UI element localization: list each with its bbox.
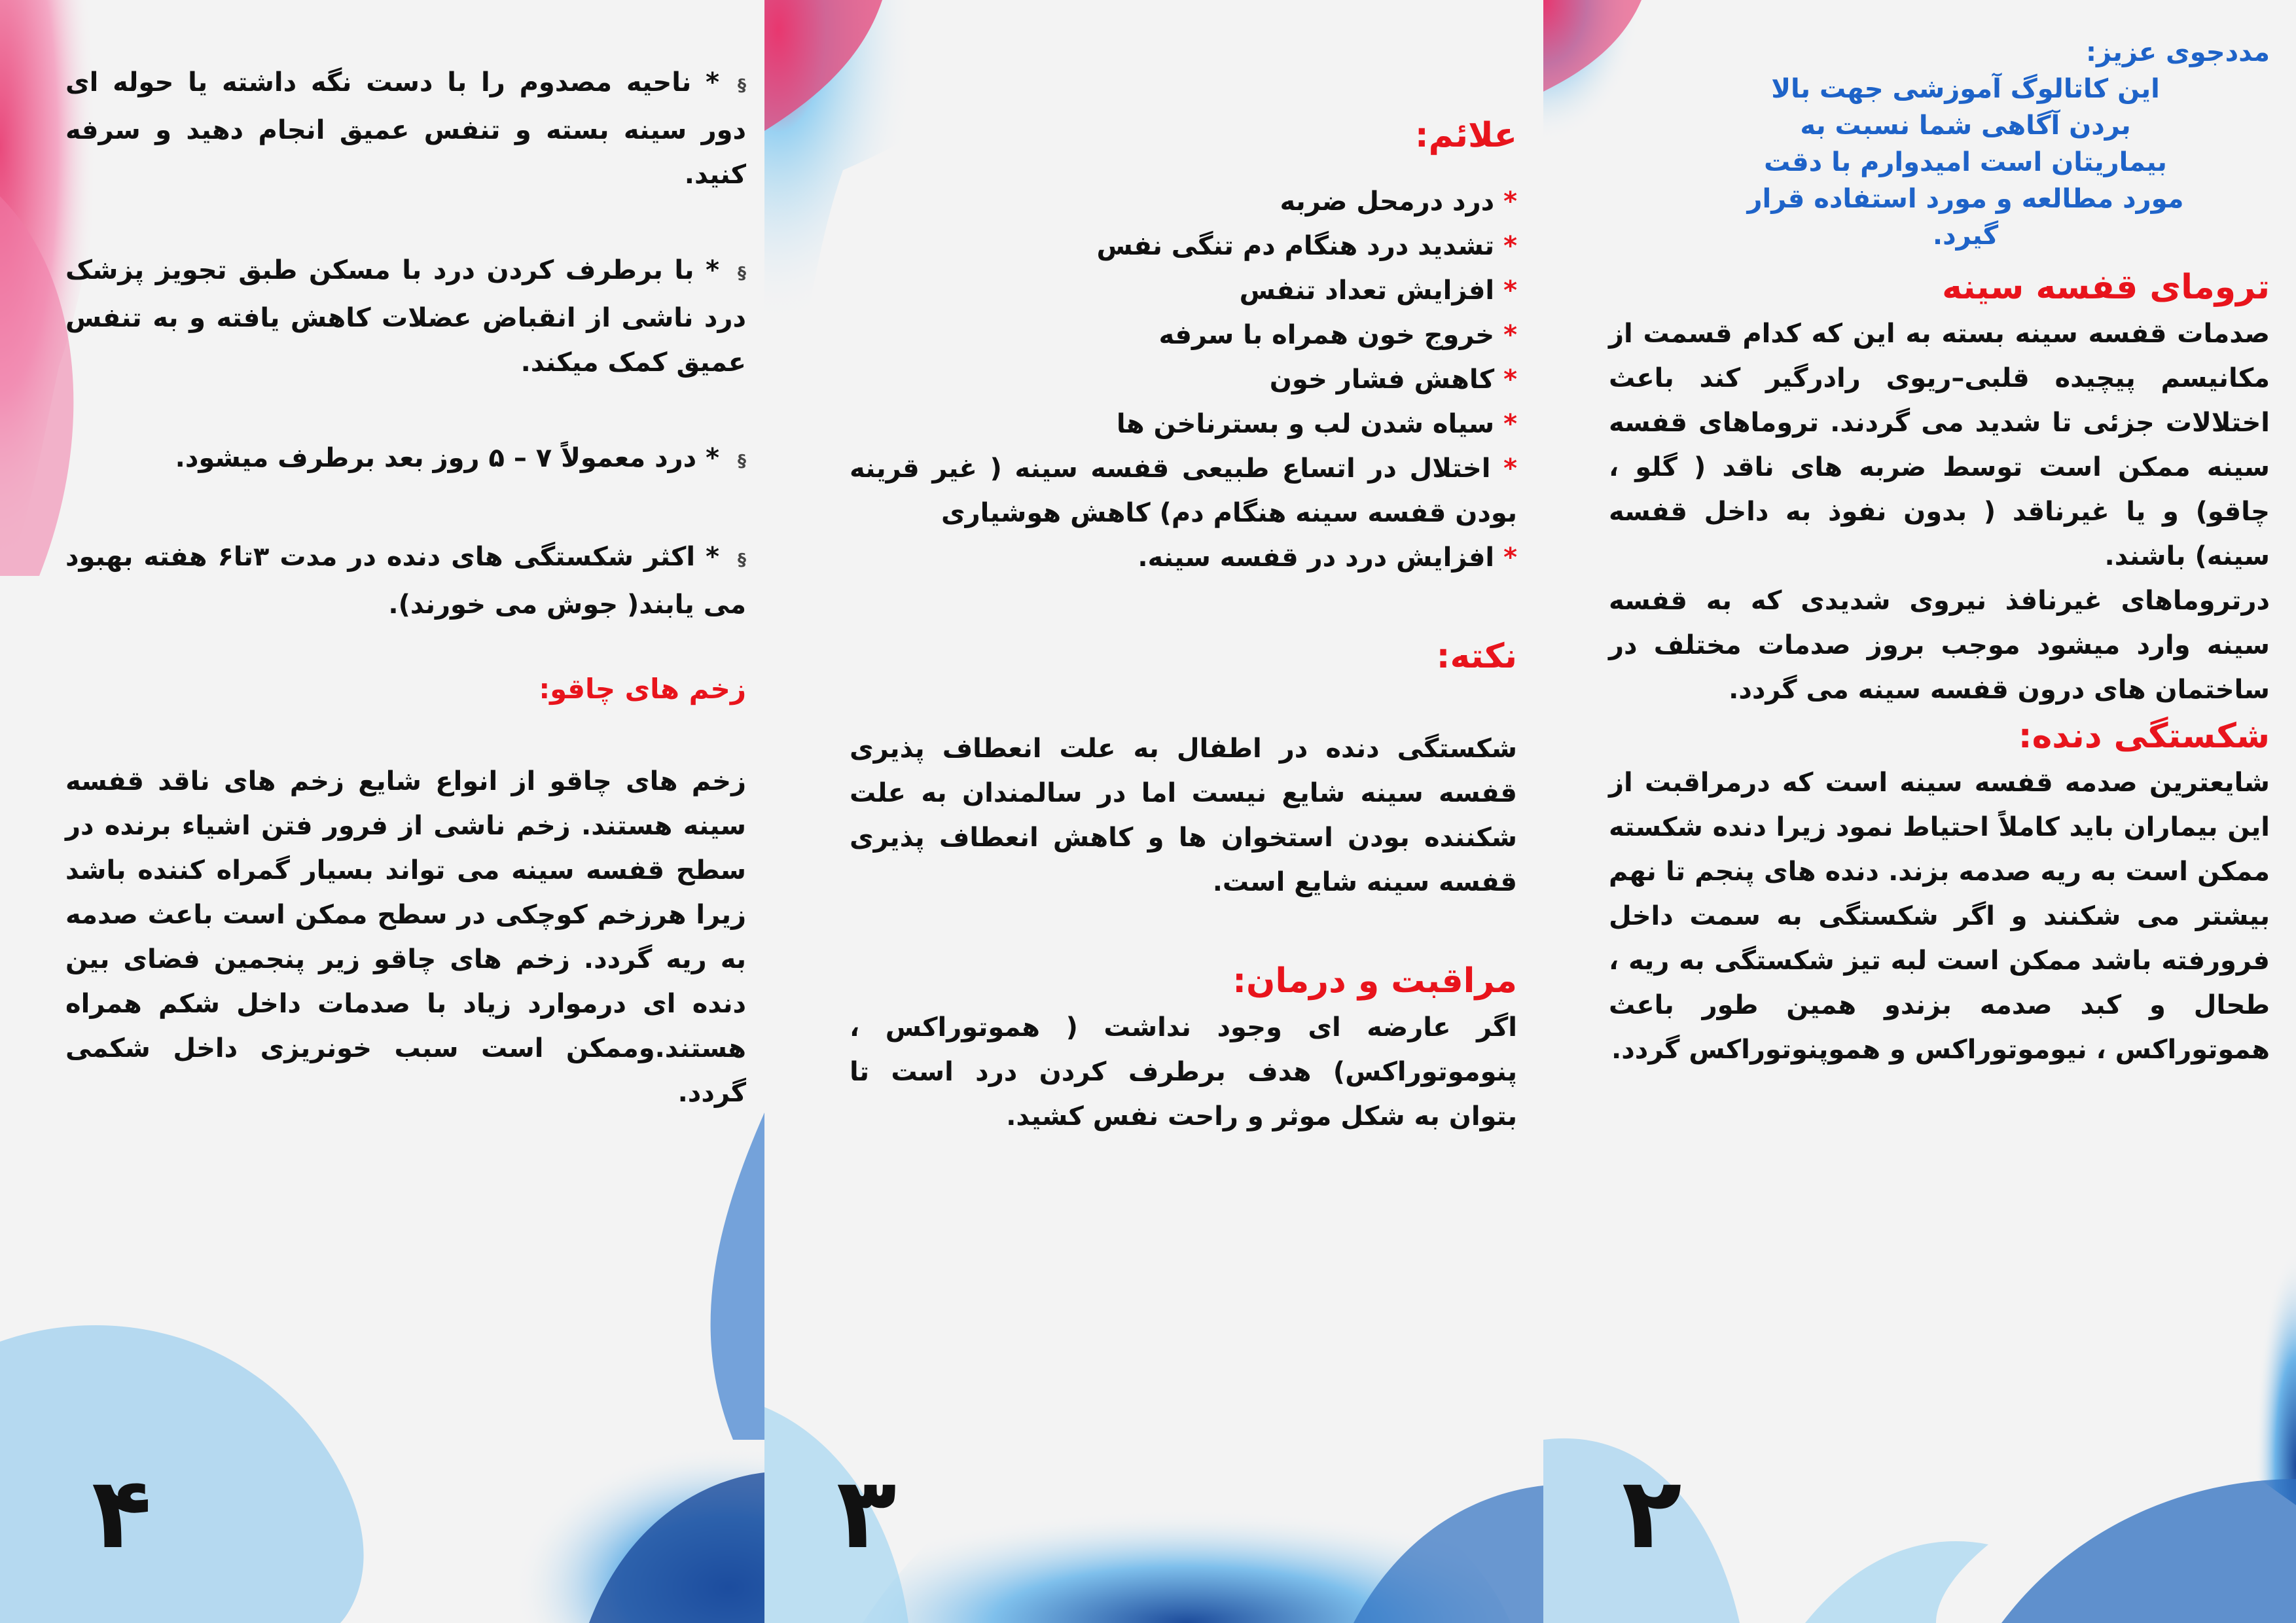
panel-page-2	[1543, 0, 2296, 1623]
panel2-content	[1609, 34, 2270, 1072]
list-item: * سیاه شدن لب و بسترناخن ها	[1116, 409, 1517, 439]
panel-page-3	[764, 0, 1543, 1623]
asterisk-icon: *	[1503, 231, 1517, 261]
note-heading: نکته:	[1436, 637, 1517, 676]
page-number: ۲	[1622, 1457, 1682, 1571]
trauma-text: صدمات قفسه سینه بسته به این که کدام قسمت از مکانیسم پیچیده قلبی–ریوی رادرگیر کند باعث اختلالات جزئی تا شدید می گردند. تروماهای قفسه سینه ممکن است توسط ضربه های ناقد ( گلو ، چاقو) و یا غیرناقد ( بدون نفوذ به داخل قفسه سینه) باشند.	[1609, 319, 2270, 571]
list-item: * تشدید درد هنگام دم تنگی نفس	[1096, 231, 1517, 261]
care-heading: مراقبت و درمان:	[1232, 961, 1517, 1001]
bullet-marker: §	[738, 264, 746, 283]
panel4-bullets	[65, 60, 746, 1115]
list-item: * افزایش درد در قفسه سینه.	[1138, 543, 1517, 573]
bullet-marker: §	[738, 550, 746, 570]
intro-box	[1609, 34, 2270, 254]
asterisk-icon: *	[1503, 409, 1517, 439]
bullet-marker: §	[738, 452, 746, 471]
list-item: * درد درمحل ضربه	[1280, 187, 1517, 217]
list-item: * اختلال در اتساع طبیعی قفسه سینه ( غیر قرینه بودن قفسه سینه هنگام دم) کاهش هوشیاری	[850, 454, 1517, 528]
list-item: * کاهش فشار خون	[1269, 365, 1517, 395]
asterisk-icon: *	[1503, 320, 1517, 350]
page-number: ۴	[92, 1457, 152, 1571]
bullet-item: §* اکثر شکستگی های دنده در مدت ۳تا۶ هفته بهبود می یابند( جوش می خورند).	[65, 542, 746, 620]
trauma-heading: ترومای قفسه سینه	[1942, 268, 2270, 307]
asterisk-icon: *	[1503, 543, 1517, 573]
intro-greeting: مددجوی عزیز:	[2086, 37, 2270, 67]
signs-heading: علائم:	[1414, 116, 1517, 155]
note-text: شکستگی دنده در اطفال به علت انعطاف پذیری قفسه سینه شایع نیست اما در سالمندان به علت شکننده بودن استخوان ها و کاهش انعطاف پذیری قفسه سینه شایع است.	[850, 734, 1517, 897]
asterisk-icon: *	[1503, 365, 1517, 395]
page-number: ۳	[836, 1457, 897, 1571]
bullet-marker: §	[738, 76, 746, 96]
knife-wounds-text: زخم های چاقو از انواع شایع زخم های ناقد قفسه سینه هستند. زخم ناشی از فرور فتن اشیاء برنده در سطح قفسه سینه می تواند بسیار گمراه کننده باشد زیرا هرزخم کوچکی در سطح ممکن است باعث صدمه به ریه گردد. زخم های چاقو زیر پنجمین فضای بین دنده ای درموارد زیاد با صدمات داخل شکم همراه هستند.وممکن است سبب خونریزی داخل شکمی گردد.	[65, 766, 746, 1108]
care-text: اگر عارضه ای وجود نداشت ( هموتوراکس ، پنوموتوراکس) هدف برطرف کردن درد است تا بتوان به شکل موثر و راحت نفس کشید.	[850, 1012, 1517, 1132]
asterisk-icon: *	[1503, 187, 1517, 217]
signs-list	[850, 179, 1517, 580]
panel-page-4	[0, 0, 764, 1623]
list-item: * خروج خون همراه با سرفه	[1158, 320, 1517, 350]
intro-text: این کاتالوگ آموزشی جهت بالا بردن آگاهی شما نسبت به بیماریتان است امیدوارم با دقت مورد مطالعه و مورد استفاده قرار گیرد.	[1747, 74, 2184, 251]
bullet-item: §* ناحیه مصدوم را با دست نگه داشته یا حوله ای دور سینه بسته و تنفس عمیق انجام دهید و سرفه کنید.	[65, 67, 746, 190]
list-item: * افزایش تعداد تنفس	[1239, 276, 1517, 306]
bullet-item: §* درد معمولاً ۷ – ۵ روز بعد برطرف میشود.	[175, 443, 746, 473]
asterisk-icon: *	[1503, 454, 1517, 484]
rib-fracture-heading: شکستگی دنده:	[2018, 717, 2270, 756]
asterisk-icon: *	[1503, 276, 1517, 306]
rib-fracture-text: شایعترین صدمه قفسه سینه است که درمراقبت از این بیماران باید کاملاً احتیاط نمود زیرا دنده شکسته ممکن است به ریه صدمه بزند. دنده های پنجم تا نهم بیشتر می شکنند و اگر شکستگی به سمت داخل فرورفته باشد ممکن است لبه تیز شکستگی به ریه ، طحال و کبد صدمه بزندو همین طور باعث هموتوراکس ، نیوموتوراکس و هموپنوتوراکس گردد.	[1609, 768, 2270, 1065]
panel3-content	[850, 111, 1517, 1139]
trauma-text-blunt: درتروماهای غیرنافذ نیروی شدیدی که به قفسه سینه وارد میشود موجب بروز صدمات مختلف در ساختمان های درون قفسه سینه می گردد.	[1609, 586, 2270, 705]
knife-wounds-heading: زخم های چاقو:	[539, 673, 746, 705]
bullet-item: §* با برطرف کردن درد با مسکن طبق تجویز پزشک درد ناشی از انقباض عضلات کاهش یافته و به تنفس عمیق کمک میکند.	[65, 255, 746, 378]
